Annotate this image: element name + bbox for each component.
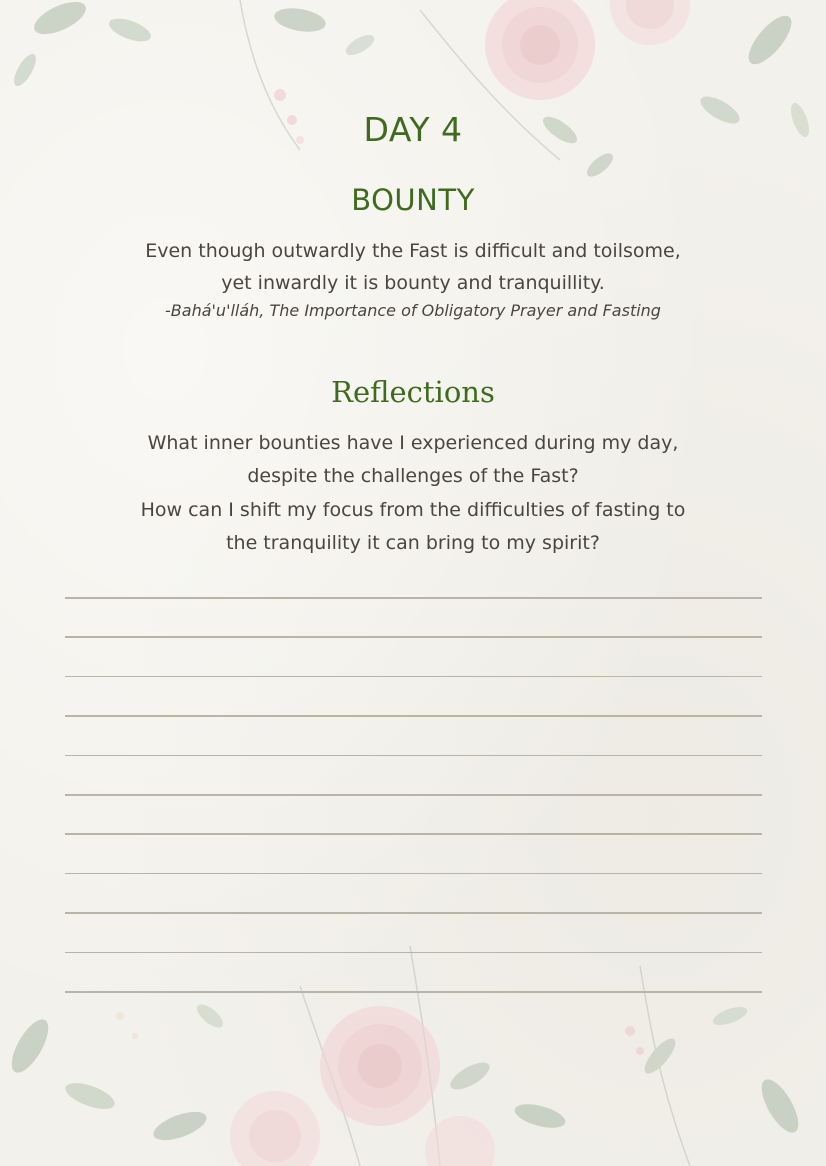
journal-writing-line	[65, 755, 762, 757]
quote-line: yet inwardly it is bounty and tranquillity.	[221, 272, 605, 294]
journal-writing-line	[65, 636, 762, 638]
journal-writing-line	[65, 715, 762, 717]
journal-writing-line	[65, 676, 762, 678]
floral-border-bottom	[0, 926, 826, 1166]
journal-writing-line	[65, 952, 762, 954]
reflection-prompt-line: the tranquility it can bring to my spirit?	[226, 532, 600, 554]
reflection-prompt-line: How can I shift my focus from the difficulties of fasting to	[140, 499, 686, 521]
journal-writing-line	[65, 912, 762, 914]
journal-writing-line	[65, 873, 762, 875]
reflections-heading: Reflections	[331, 375, 495, 409]
quote-attribution: -Bahá'u'lláh, The Importance of Obligatory Prayer and Fasting	[165, 301, 661, 320]
journal-writing-line	[65, 991, 762, 993]
theme-title: BOUNTY	[351, 183, 475, 217]
journal-writing-line	[65, 597, 762, 599]
reflection-prompt-line: despite the challenges of the Fast?	[247, 465, 579, 487]
day-title: DAY 4	[363, 110, 463, 149]
journal-writing-line	[65, 794, 762, 796]
reflection-prompt-line: What inner bounties have I experienced during my day,	[147, 432, 679, 454]
journal-writing-line	[65, 833, 762, 835]
quote-line: Even though outwardly the Fast is difficult and toilsome,	[145, 240, 681, 262]
